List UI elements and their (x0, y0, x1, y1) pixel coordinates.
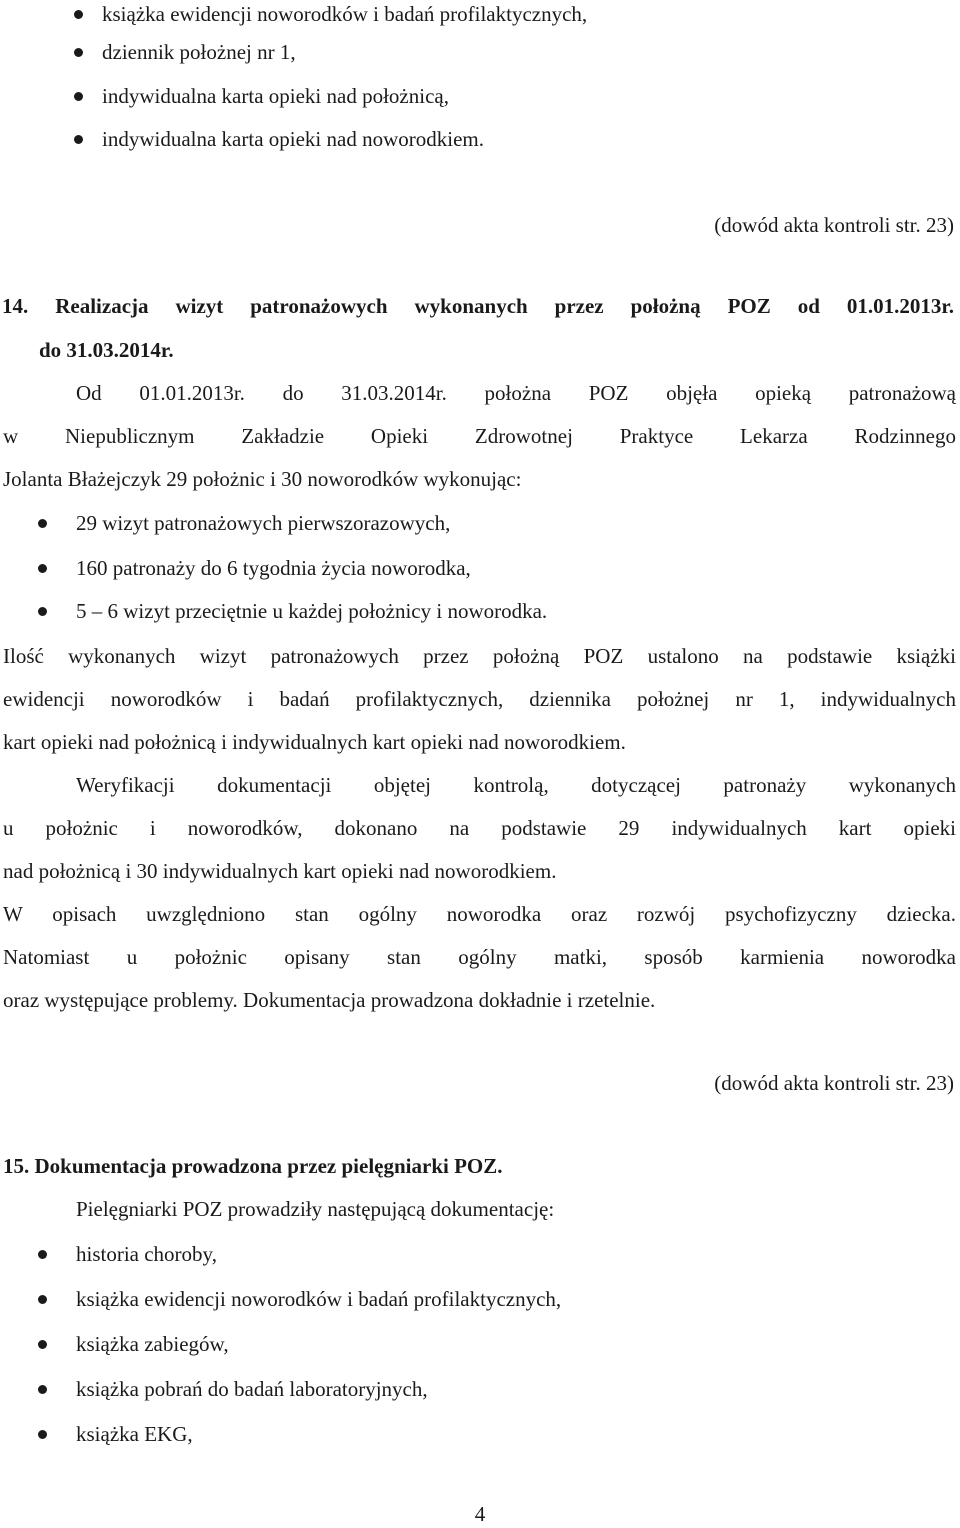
evidence-note: (dowód akta kontroli str. 23) (714, 1071, 954, 1095)
paragraph-line: W opisach uwzględniono stan ogólny noworodka oraz rozwój psychofizyczny dziecka. (3, 902, 956, 926)
paragraph-line: ewidencji noworodków i badań profilaktycznych, dziennika położnej nr 1, indywidualnych (3, 687, 956, 711)
paragraph-line: oraz występujące problemy. Dokumentacja prowadzona dokładnie i rzetelnie. (3, 988, 656, 1012)
paragraph-line: Od 01.01.2013r. do 31.03.2014r. położna POZ objęła opieką patronażową (76, 381, 956, 405)
section-14-heading-cont: do 31.03.2014r. (39, 338, 174, 362)
paragraph-line: Natomiast u położnic opisany stan ogólny matki, sposób karmienia noworodka (3, 945, 956, 969)
evidence-note: (dowód akta kontroli str. 23) (714, 213, 954, 237)
bullet-icon (38, 519, 47, 528)
paragraph-line: kart opieki nad położnicą i indywidualnych kart opieki nad noworodkiem. (3, 730, 626, 754)
bullet-icon (38, 564, 47, 573)
paragraph-line: w Niepublicznym Zakładzie Opieki Zdrowotnej Praktyce Lekarza Rodzinnego (3, 424, 956, 448)
paragraph-line: Jolanta Błażejczyk 29 położnic i 30 noworodków wykonując: (3, 467, 522, 491)
section-14-heading: 14. Realizacja wizyt patronażowych wykonanych przez położną POZ od 01.01.2013r. (2, 294, 954, 318)
bullet-icon (38, 1430, 47, 1439)
page-number: 4 (474, 1502, 486, 1526)
bullet-icon (38, 1340, 47, 1349)
bullet-icon (38, 1295, 47, 1304)
section-15-intro: Pielęgniarki POZ prowadziły następującą dokumentację: (76, 1197, 555, 1221)
paragraph-line: nad położnicą i 30 indywidualnych kart opieki nad noworodkiem. (3, 859, 557, 883)
bullet-icon (74, 10, 83, 19)
bullet-icon (74, 135, 83, 144)
section-15-heading: 15. Dokumentacja prowadzona przez pielęgniarki POZ. (3, 1154, 503, 1178)
paragraph-line: u położnic i noworodków, dokonano na podstawie 29 indywidualnych kart opieki (3, 816, 956, 840)
paragraph-line: Weryfikacji dokumentacji objętej kontrolą, dotyczącej patronaży wykonanych (76, 773, 956, 797)
paragraph-line: Ilość wykonanych wizyt patronażowych przez położną POZ ustalono na podstawie książki (3, 644, 956, 668)
bullet-icon (38, 1250, 47, 1259)
bullet-icon (74, 92, 83, 101)
bullet-icon (38, 1385, 47, 1394)
bullet-icon (74, 48, 83, 57)
bullet-icon (38, 607, 47, 616)
